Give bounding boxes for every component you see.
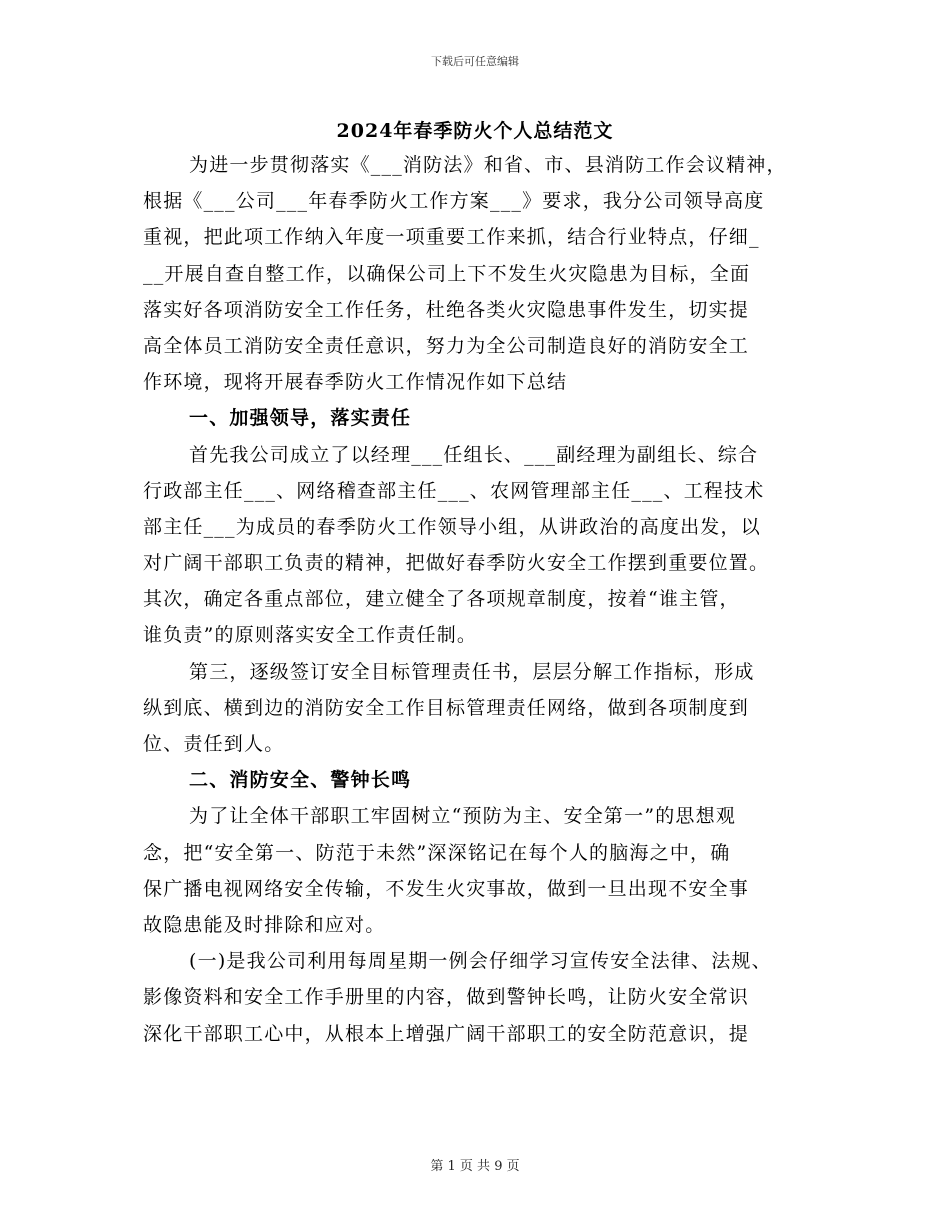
body-line: 谁负责”的原则落实安全工作责任制。 — [143, 624, 478, 647]
body-line: 作环境，现将开展春季防火工作情况作如下总结 — [143, 371, 568, 394]
section-heading: 二、消防安全、警钟长鸣 — [189, 769, 412, 792]
body-line: 位、责任到人。 — [143, 733, 285, 755]
body-line: 行政部主任___、网络稽查部主任___、农网管理部主任___、工程技术 — [143, 479, 765, 502]
body-line: 为了让全体干部职工牢固树立“预防为主、安全第一”的思想观 — [189, 805, 737, 828]
body-line: 部主任___为成员的春季防火工作领导小组，从讲政治的高度出发，以 — [143, 515, 761, 538]
body-line: 影像资料和安全工作手册里的内容，做到警钟长鸣，让防火安全常识 — [143, 986, 750, 1009]
body-line: 保广播电视网络安全传输，不发生火灾事故，做到一旦出现不安全事 — [143, 877, 750, 900]
body-line: 念，把“安全第一、防范于未然”深深铭记在每个人的脑海之中，确 — [143, 841, 731, 864]
body-line: (一)是我公司利用每周星期一例会仔细学习宣传安全法律、法规、 — [189, 950, 772, 973]
body-line: 高全体员工消防安全责任意识，努力为全公司制造良好的消防安全工 — [143, 334, 750, 357]
body-line: 第三，逐级签订安全目标管理责任书，层层分解工作指标，形成 — [189, 660, 755, 683]
body-line: 深化干部职工心中，从根本上增强广阔干部职工的安全防范意识，提 — [143, 1022, 750, 1045]
body-line: 纵到底、横到边的消防安全工作目标管理责任网络，做到各项制度到 — [143, 696, 750, 719]
page-footer: 第 1 页 共 9 页 — [430, 1159, 520, 1174]
body-line: 为进一步贯彻落实《___消防法》和省、市、县消防工作会议精神， — [189, 154, 787, 176]
body-line: __开展自查自整工作，以确保公司上下不发生火灾隐患为目标，全面 — [143, 262, 751, 285]
body-line: 首先我公司成立了以经理___任组长、___副经理为副组长、综合 — [189, 443, 759, 466]
body-line: 故隐患能及时排除和应对。 — [143, 913, 386, 936]
body-line: 其次，确定各重点部位，建立健全了各项规章制度，按着“谁主管， — [143, 588, 740, 611]
document-body — [143, 147, 823, 1052]
body-line: 根据《___公司___年春季防火工作方案___》要求，我分公司领导高度 — [143, 190, 765, 213]
body-line: 重视，把此项工作纳入年度一项重要工作来抓，结合行业特点，仔细_ — [143, 226, 760, 249]
body-line: 落实好各项消防安全工作任务，杜绝各类火灾隐患事件发生，切实提 — [143, 298, 750, 321]
header-note: 下载后可任意编辑 — [431, 55, 519, 68]
document-title: 2024年春季防火个人总结范文 — [336, 120, 614, 142]
section-heading: 一、加强领导，落实责任 — [189, 407, 412, 430]
body-line: 对广阔干部职工负责的精神，把做好春季防火安全工作摆到重要位置。 — [143, 552, 770, 575]
